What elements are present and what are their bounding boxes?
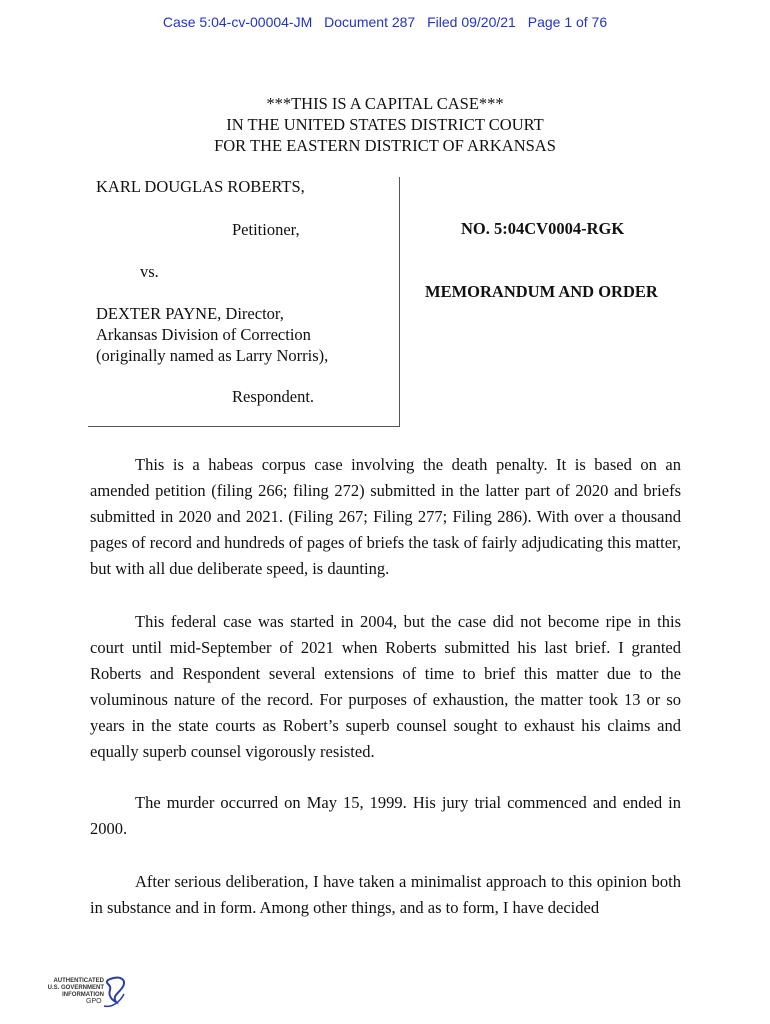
case-number: NO. 5:04CV0004-RGK <box>461 219 625 238</box>
capital-case-notice: ***THIS IS A CAPITAL CASE*** <box>266 94 504 113</box>
court-header <box>0 93 770 156</box>
paragraph-2: This federal case was started in 2004, but the case did not become ripe in this court until mid-September of 2021 when Roberts submitted his last brief. I granted Roberts and Respondent several extensions of time to brief this matter due to the voluminous nature of the record. For purposes of exhaustion, the matter took 13 or so years in the state courts as Robert’s superb counsel sought to exhaust his claims and equally superb counsel vigorously resisted. <box>90 612 681 761</box>
paragraph-1: This is a habeas corpus case involving the death penalty. It is based on an amended petition (filing 266; filing 272) submitted in the latter part of 2020 and briefs submitted in 2020 and 2021. (Filing 267; Filing 277; Filing 286). With over a thousand pages of record and hundreds of pages of briefs the task of fairly adjudicating this matter, but with all due deliberate speed, is daunting. <box>90 455 681 578</box>
seal-mark: GPO <box>86 998 102 1005</box>
stamp-page: Page 1 of 76 <box>527 14 608 30</box>
court-name: IN THE UNITED STATES DISTRICT COURT <box>226 115 544 134</box>
paragraph-4: After serious deliberation, I have taken a minimalist approach to this opinion both in substance and in form. Among other things, and as to form, I have decided <box>90 872 681 917</box>
seal-line-1: AUTHENTICATED <box>53 978 104 984</box>
versus: vs. <box>140 262 159 281</box>
petitioner-name: KARL DOUGLAS ROBERTS, <box>96 177 305 196</box>
respondent-agency: Arkansas Division of Correction <box>96 325 311 344</box>
seal-line-3: INFORMATION <box>62 992 104 998</box>
caption-divider-horizontal <box>88 426 400 427</box>
eagle-icon <box>42 972 132 1012</box>
document-title: MEMORANDUM AND ORDER <box>425 282 658 301</box>
stamp-filed: Filed 09/20/21 <box>427 14 516 30</box>
stamp-case: Case 5:04-cv-00004-JM <box>162 14 313 30</box>
filing-stamp <box>0 14 770 30</box>
paragraph-3: The murder occurred on May 15, 1999. His jury trial commenced and ended in 2000. <box>90 793 681 838</box>
caption-divider-vertical <box>399 177 400 427</box>
respondent-label: Respondent. <box>232 387 315 406</box>
authenticated-gpo-seal <box>42 972 132 1012</box>
respondent-name: DEXTER PAYNE, Director, <box>96 304 284 323</box>
court-district: FOR THE EASTERN DISTRICT OF ARKANSAS <box>214 136 556 155</box>
respondent-original-name: (originally named as Larry Norris), <box>96 346 329 365</box>
petitioner-label: Petitioner, <box>232 220 300 239</box>
stamp-document: Document 287 <box>324 14 416 30</box>
seal-line-2: U.S. GOVERNMENT <box>47 985 104 991</box>
